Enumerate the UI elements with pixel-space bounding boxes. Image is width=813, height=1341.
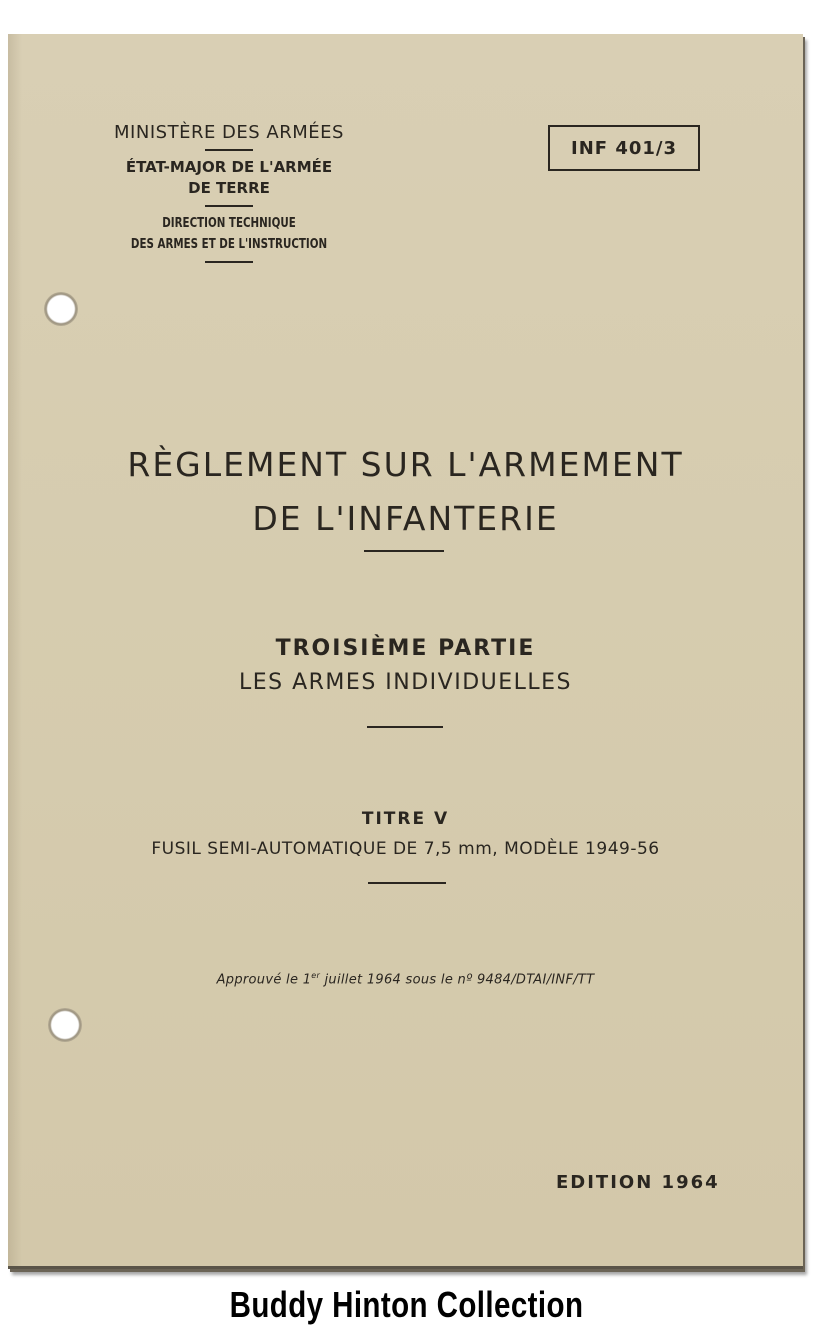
issuing-authority <box>94 122 364 269</box>
approval-suffix: juillet 1964 sous le nº 9484/DTAI/INF/TT <box>320 972 595 988</box>
title-line-2: DE L'INFANTERIE <box>252 499 559 538</box>
approval-note <box>8 971 803 987</box>
punch-hole-top <box>44 292 78 326</box>
title-divider <box>364 550 444 552</box>
titre-heading <box>8 806 803 866</box>
divider <box>205 149 253 151</box>
part-heading <box>8 632 803 700</box>
direction-line-1: DIRECTION TECHNIQUE <box>162 216 296 231</box>
titre-label: TITRE V <box>361 809 450 829</box>
title-line-1: RÈGLEMENT SUR L'ARMEMENT <box>127 445 684 484</box>
part-subtitle: LES ARMES INDIVIDUELLES <box>238 670 573 695</box>
divider <box>205 205 253 207</box>
part-divider <box>367 726 443 728</box>
reference-number: INF 401/3 <box>548 125 700 171</box>
direction-line-2: DES ARMES ET DE L'INSTRUCTION <box>130 237 328 252</box>
punch-hole-bottom <box>48 1008 82 1042</box>
ministry-name: MINISTÈRE DES ARMÉES <box>114 122 344 143</box>
collection-caption: Buddy Hinton Collection <box>229 1284 584 1325</box>
booklet-cover <box>8 34 803 1269</box>
edition-label: EDITION 1964 <box>556 1172 720 1193</box>
approval-sup: er <box>311 971 321 980</box>
approval-prefix: Approuvé le 1 <box>216 972 312 988</box>
weapon-name: FUSIL SEMI-AUTOMATIQUE DE 7,5 mm, MODÈLE 1949-56 <box>151 839 660 859</box>
divider <box>205 261 253 263</box>
staff-line-1: ÉTAT-MAJOR DE L'ARMÉE <box>125 158 333 176</box>
titre-divider <box>368 882 446 884</box>
part-label: TROISIÈME PARTIE <box>275 636 536 661</box>
staff-line-2: DE TERRE <box>188 179 270 197</box>
document-title <box>8 438 803 546</box>
